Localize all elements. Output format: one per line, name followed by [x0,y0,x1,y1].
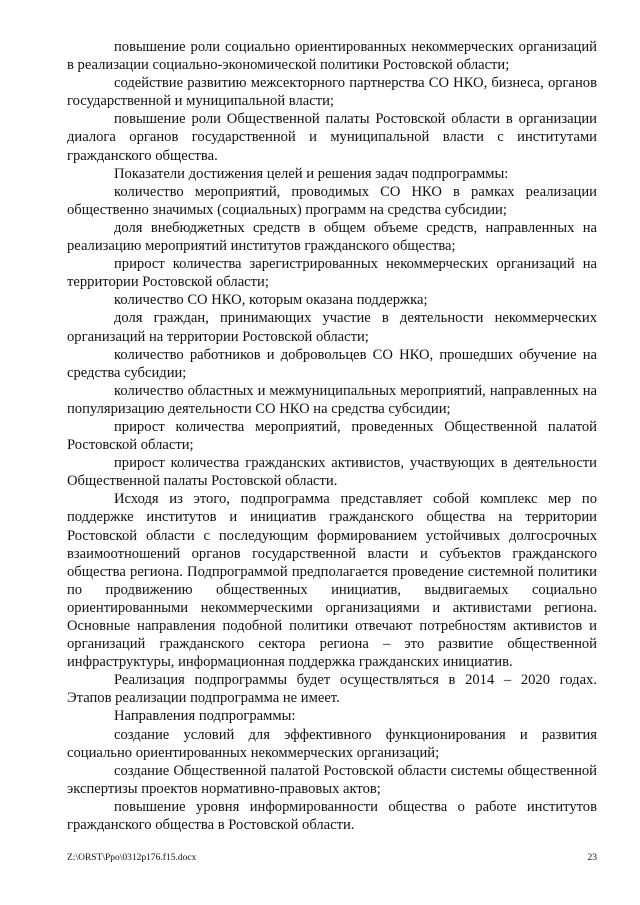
paragraph: содействие развитию межсекторного партнерства СО НКО, бизнеса, органов государственной и муниципальной власти; [67,75,597,110]
paragraph: доля внебюджетных средств в общем объеме средств, направленных на реализацию мероприятий институтов гражданского общества; [67,219,597,255]
paragraph: повышение роли Общественной палаты Ростовской области в организации диалога органов государственной и муниципальной власти с институтами гражданского общества. [67,111,597,164]
paragraph: Направления подпрограммы: [114,708,296,725]
page-number: 23 [587,853,597,863]
paragraph: количество работников и добровольцев СО НКО, прошедших обучение на средства субсидии; [67,346,597,381]
paragraph: повышение уровня информированности общества о работе институтов гражданского общества в Ростовской области. [67,798,597,834]
paragraph: прирост количества гражданских активистов, участвующих в деятельности Общественной палаты Ростовской области. [67,455,597,490]
paragraph: прирост количества зарегистрированных некоммерческих организаций на территории Ростовской области; [67,256,597,291]
paragraph: доля граждан, принимающих участие в деятельности некоммерческих организаций на территории Ростовской области; [67,310,597,345]
paragraph: количество областных и межмуниципальных мероприятий, направленных на популяризацию деятельности СО НКО на средства субсидии; [67,382,597,417]
paragraph: создание Общественной палатой Ростовской области системы общественной экспертизы проектов нормативно-правовых актов; [67,762,597,797]
document-body [67,38,597,834]
paragraph: повышение роли социально ориентированных некоммерческих организаций в реализации социально-экономической политики Ростовской области; [67,39,597,74]
paragraph: Реализация подпрограммы будет осуществляться в 2014 – 2020 годах. Этапов реализации подпрограмма не имеет. [67,672,597,707]
paragraph: прирост количества мероприятий, проведенных Общественной палатой Ростовской области; [67,418,597,454]
paragraph: Исходя из этого, подпрограмма представляет собой комплекс мер по поддержке институтов и инициатив гражданского общества на территории Ростовской области с последующим формированием устойчивых долгосрочных взаимоотношений органов государственной власти и субъектов гражданского общества региона. Подпрограммой предполагается проведение системной политики по продвижению общественных инициатив, выдвигаемых социально ориентированными некоммерческими организациями и активистами региона. Основные направления подобной политики отвечают потребностям активистов и организаций гражданского сектора региона – это развитие общественной инфраструктуры, информационная поддержка гражданских инициатив. [67,491,597,671]
paragraph: Показатели достижения целей и решения задач подпрограммы: [114,165,509,182]
file-path: Z:\ORST\Ppo\0312p176.f15.docx [67,853,197,863]
paragraph: создание условий для эффективного функционирования и развития социально ориентированных некоммерческих организаций; [67,726,597,761]
paragraph: количество мероприятий, проводимых СО НКО в рамках реализации общественно значимых (социальных) программ на средства субсидии; [67,183,597,218]
paragraph: количество СО НКО, которым оказана поддержка; [114,292,428,309]
